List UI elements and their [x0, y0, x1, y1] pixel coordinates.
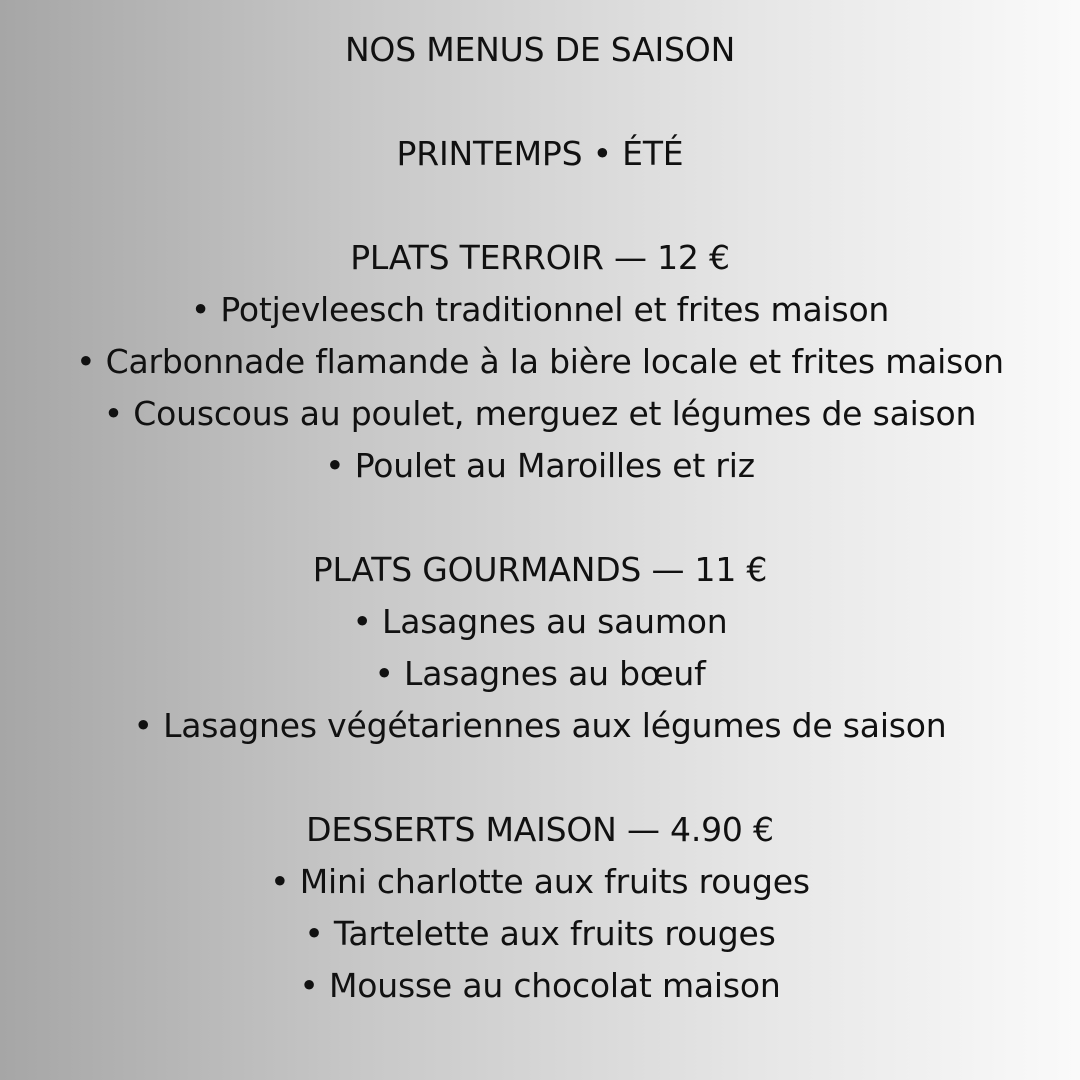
menu-item: • Tartelette aux fruits rouges	[304, 914, 776, 953]
season-label: PRINTEMPS • ÉTÉ	[396, 134, 684, 173]
section-heading-plats-gourmands: PLATS GOURMANDS — 11 €	[312, 550, 768, 589]
menu-title: NOS MENUS DE SAISON	[344, 30, 736, 69]
spacer	[0, 76, 1080, 128]
plats-terroir-list	[0, 284, 1080, 492]
menu-item: • Poulet au Maroilles et riz	[325, 446, 755, 485]
menu-item: • Potjevleesch traditionnel et frites maison	[190, 290, 890, 329]
menu-item: • Couscous au poulet, merguez et légumes de saison	[103, 394, 977, 433]
menu-item: • Lasagnes au saumon	[352, 602, 728, 641]
menu-item: • Lasagnes végétariennes aux légumes de saison	[133, 706, 947, 745]
spacer	[0, 752, 1080, 804]
section-heading-desserts-maison: DESSERTS MAISON — 4.90 €	[306, 810, 774, 849]
spacer	[0, 180, 1080, 232]
menu-item: • Lasagnes au bœuf	[374, 654, 706, 693]
menu-item: • Mousse au chocolat maison	[299, 966, 781, 1005]
spacer	[0, 492, 1080, 544]
menu-item: • Carbonnade flamande à la bière locale et frites maison	[76, 342, 1004, 381]
plats-gourmands-list	[0, 596, 1080, 752]
menu-item: • Mini charlotte aux fruits rouges	[270, 862, 810, 901]
section-heading-plats-terroir: PLATS TERROIR — 12 €	[350, 238, 730, 277]
desserts-maison-list	[0, 856, 1080, 1012]
